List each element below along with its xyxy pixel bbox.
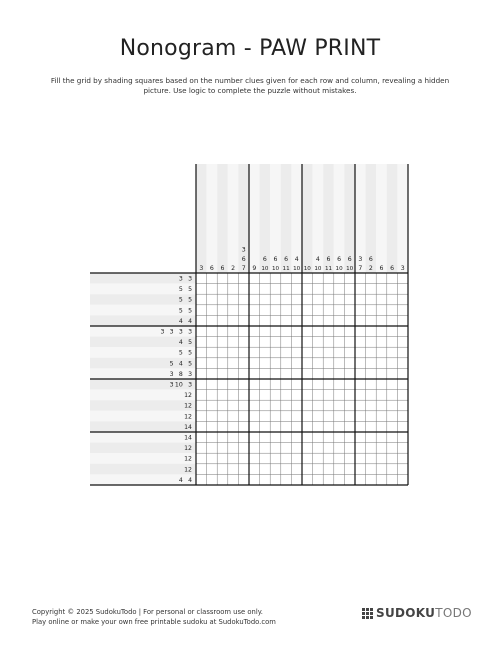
footer-copyright [32,607,276,627]
column-clue-number: 7 [358,265,363,272]
column-clue-band [387,164,398,273]
row-clue-number: 12 [184,466,192,474]
row-clue-band [90,390,196,401]
page-title: Nonogram - PAW PRINT [119,36,381,61]
column-clue-number: 4 [294,255,299,263]
row-clue-number: 3 [188,275,192,283]
column-clue-number: 10 [271,266,280,272]
column-clue-number: 6 [273,255,278,263]
column-clue-number: 4 [315,255,320,263]
copyright-text: Copyright © 2025 SudokuTodo | For personal or classroom use only. [32,608,263,616]
column-clue-number: 11 [282,266,290,272]
row-clue-number: 5 [188,296,192,304]
brand-logo [362,606,472,620]
row-clue-band [90,432,196,443]
column-clue-number: 6 [284,255,289,263]
column-clue-number: 11 [324,266,333,272]
column-clue-number: 6 [390,265,395,272]
row-clue-band [90,453,196,464]
row-clue-number: 5 [188,360,192,368]
row-clue-number: 4 [178,339,183,347]
column-clue-band [376,164,387,273]
row-clue-number: 4 [178,317,183,325]
row-clue-number: 5 [178,349,183,357]
column-clue-number: 10 [303,266,311,272]
column-clue-number: 6 [262,255,267,263]
row-clue-number: 12 [184,455,192,463]
column-clue-band [196,164,207,273]
row-clue-band [90,464,196,475]
row-clue-number: 5 [178,286,183,294]
column-clue-number: 3 [400,265,405,272]
column-clue-number: 3 [199,265,204,272]
row-clue-number: 3 [169,328,174,336]
row-clue-number: 4 [178,360,183,368]
row-clue-band [90,400,196,411]
column-clue-number: 6 [379,265,384,272]
column-clue-number: 6 [368,255,373,263]
column-clue-band [397,164,408,273]
row-clue-number: 4 [188,476,192,484]
play-online-text: Play online or make your own free printable sudoku at SudokuTodo.com [32,618,276,626]
row-clue-number: 12 [184,445,192,453]
row-clue-number: 3 [169,370,174,378]
column-clue-number: 10 [314,266,322,272]
row-clue-number: 5 [178,296,183,304]
row-clue-number: 10 [174,381,183,389]
row-clue-number: 12 [184,392,192,400]
column-clue-number: 6 [209,265,214,272]
column-clue-number: 10 [261,266,269,272]
column-clue-band [302,164,313,273]
row-clue-number: 12 [184,402,192,410]
row-clue-number: 3 [160,328,165,336]
grid-logo-icon [362,608,373,619]
column-clue-band [228,164,239,273]
brand-name [376,606,472,620]
row-clue-number: 8 [178,370,183,378]
column-clue-number: 3 [358,255,363,263]
row-clue-number: 3 [188,381,192,389]
row-clue-number: 3 [178,275,183,283]
column-clue-number: 6 [337,255,342,263]
row-clue-band [90,411,196,422]
column-clue-band [217,164,228,273]
column-clue-number: 6 [326,255,331,263]
row-clue-number: 14 [184,423,192,431]
row-clue-number: 5 [178,307,183,315]
column-clue-number: 10 [293,266,301,272]
column-clue-number: 10 [335,266,343,272]
column-clue-number: 6 [220,265,225,272]
row-clue-number: 3 [188,328,192,336]
row-clue-number: 3 [169,381,174,389]
row-clue-number: 5 [188,339,192,347]
row-clue-number: 3 [178,328,183,336]
column-clue-number: 3 [241,246,246,254]
column-clue-number: 7 [241,265,246,272]
row-clue-number: 5 [169,360,174,368]
row-clue-number: 5 [188,286,192,294]
brand-name-bold: SUDOKU [376,606,436,620]
row-clue-number: 14 [184,434,192,442]
column-clue-band [207,164,218,273]
row-clue-number: 12 [184,413,192,421]
row-clue-number: 5 [188,349,192,357]
column-clue-number: 10 [346,266,354,272]
instructions-text: Fill the grid by shading squares based on the number clues given for each row and column, revealing a hidden picture. Use logic to complete the puzzle without mistakes. [50,76,450,95]
column-clue-number: 9 [252,265,257,272]
column-clue-band [249,164,260,273]
row-clue-number: 3 [188,370,192,378]
row-clue-band [90,421,196,432]
brand-name-light: TODO [435,606,472,620]
column-clue-number: 2 [231,265,236,272]
row-clue-number: 5 [188,307,192,315]
row-clue-band [90,443,196,454]
row-clue-number: 4 [178,476,183,484]
row-clue-number: 4 [188,317,192,325]
column-clue-number: 2 [368,265,373,272]
column-clue-number: 6 [241,255,246,263]
column-clue-number: 6 [347,255,352,263]
